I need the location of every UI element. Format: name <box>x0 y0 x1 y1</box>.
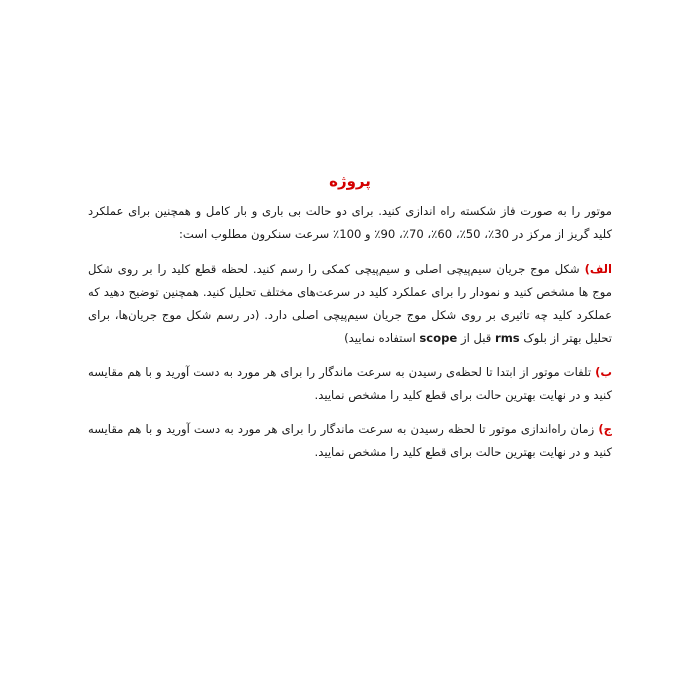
section-alef-text: شکل موج جریان سیم‌پیچی اصلی و سیم‌پیچی کمکی را رسم کنید. لحظه قطع کلید را بر روی شکل موج ها مشخص کنید و نمودار را برای عملکرد کلید در سرعت‌های مختلف تحلیل کنید. همچنین توضیح دهید که عملکرد کلید چه تاثیری بر روی شکل موج جریان سیم‌پیچی اصلی دارد. (در رسم شکل موج جریان‌ها، برای تحلیل بهتر از بلوک <box>88 262 612 345</box>
rms-label: rms <box>495 331 520 345</box>
section-alef-marker: الف) <box>584 262 613 276</box>
section-alef-text-middle: قبل از <box>460 331 492 345</box>
page-title: پروژه <box>329 172 371 190</box>
section-jim-marker: ج) <box>598 422 612 436</box>
scope-label: scope <box>419 331 458 345</box>
section-alef <box>88 258 612 350</box>
section-be <box>88 361 612 407</box>
section-alef-text-after: استفاده نمایید) <box>344 331 416 345</box>
section-be-marker: ب) <box>595 365 613 379</box>
intro-paragraph: موتور را به صورت فاز شکسته راه اندازی کنید. برای دو حالت بی باری و بار کامل و همچنین برای عملکرد کلید گریز از مرکز در 30٪، 50٪، 60٪، 70٪، 90٪ و 100٪ سرعت سنکرون مطلوب است: <box>88 204 612 241</box>
section-jim <box>88 418 612 464</box>
document-page <box>88 172 612 475</box>
section-jim-text: زمان راه‌اندازی موتور تا لحظه رسیدن به سرعت ماندگار را برای هر مورد به دست آورید و با هم مقایسه کنید و در نهایت بهترین حالت برای قطع کلید را مشخص نمایید. <box>88 422 612 459</box>
section-be-text: تلفات موتور از ابتدا تا لحظه‌ی رسیدن به سرعت ماندگار را برای هر مورد به دست آورید و با هم مقایسه کنید و در نهایت بهترین حالت برای قطع کلید را مشخص نمایید. <box>88 365 612 402</box>
